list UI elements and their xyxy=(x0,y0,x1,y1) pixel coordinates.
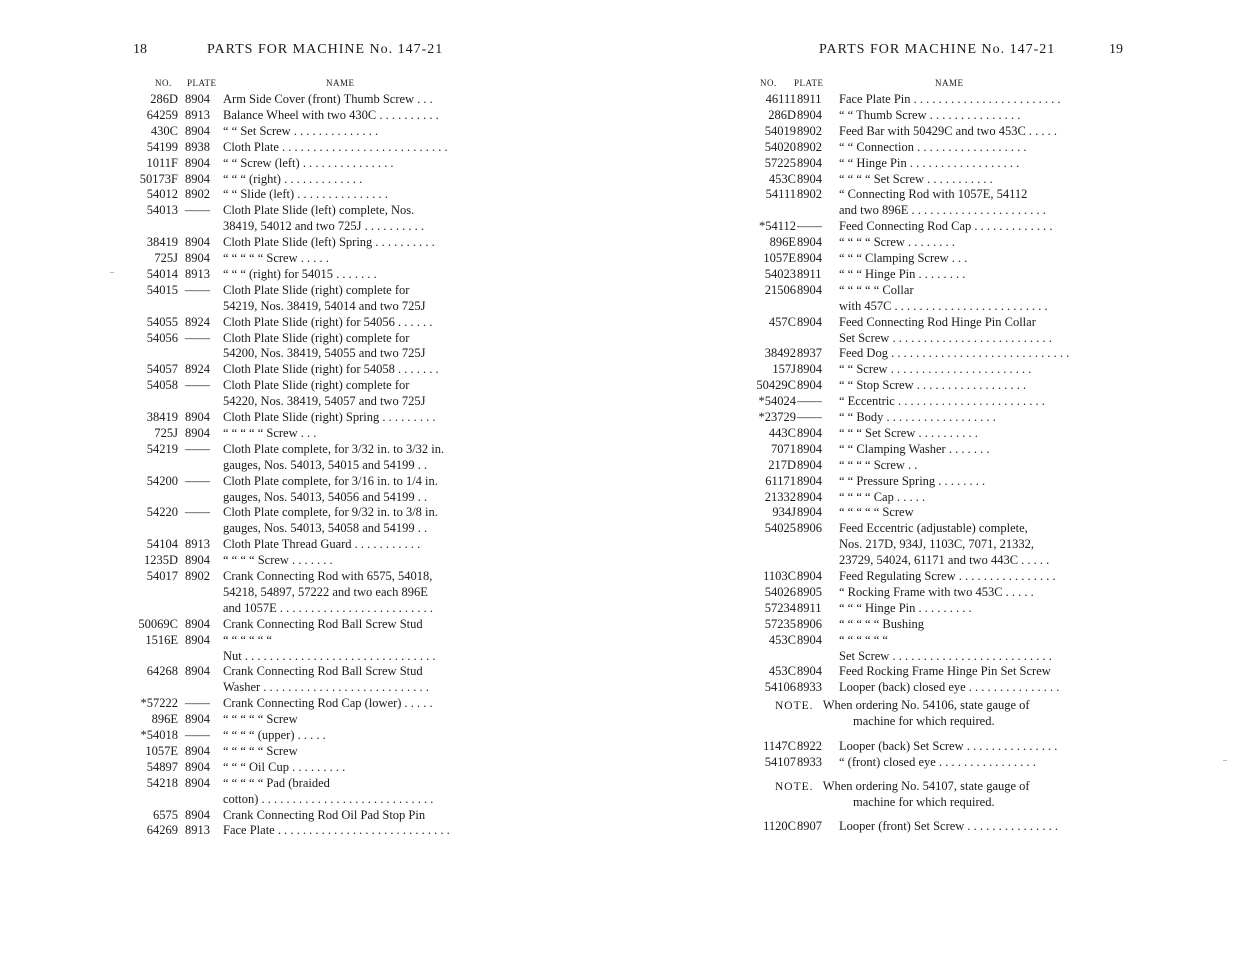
part-name: “ “ “ “ “ “ xyxy=(223,632,272,647)
note-54106 xyxy=(775,697,1030,714)
part-number: 54056 xyxy=(146,330,178,345)
plate-number: —— xyxy=(185,378,210,393)
part-name: “ “ “ “ “ Pad (braided xyxy=(223,775,330,790)
part-name: “ “ “ Oil Cup . . . . . . . . . xyxy=(223,759,346,774)
part-name: with 457C . . . . . . . . . . . . . . . . . . . . . . . . . xyxy=(839,298,1048,313)
part-number: 453C xyxy=(768,171,796,186)
plate-number: 8902 xyxy=(185,187,210,202)
part-number: 1011F xyxy=(146,155,178,170)
part-name: Feed Connecting Rod Hinge Pin Collar xyxy=(839,314,1036,329)
plate-number: 8904 xyxy=(185,775,210,790)
part-name: “ “ “ Set Screw . . . . . . . . . . xyxy=(839,425,978,440)
part-name: “ “ “ “ Screw . . xyxy=(839,457,918,472)
page-title: PARTS FOR MACHINE No. 147-21 xyxy=(207,42,444,57)
part-number: 430C xyxy=(150,123,178,138)
part-name: Cloth Plate Thread Guard . . . . . . . . . . . xyxy=(223,537,421,552)
part-name: “ “ “ “ “ Bushing xyxy=(839,616,925,631)
part-name: Crank Connecting Rod Ball Screw Stud xyxy=(223,664,423,679)
part-number: *23729 xyxy=(758,410,796,424)
plate-number: 8904 xyxy=(797,457,822,472)
part-number: 1057E xyxy=(145,743,178,758)
part-number: 54020 xyxy=(764,139,796,154)
part-name: Set Screw . . . . . . . . . . . . . . . . . . . . . . . . . . xyxy=(839,330,1052,345)
plate-number: 8904 xyxy=(185,664,210,679)
part-number: 54104 xyxy=(146,537,178,552)
plate-number: 8904 xyxy=(797,251,822,265)
part-name: “ Connecting Rod with 1057E, 54112 xyxy=(839,187,1028,202)
plate-number: 8904 xyxy=(185,425,210,440)
part-number: 1057E xyxy=(763,251,796,265)
part-number: 934J xyxy=(772,505,796,520)
part-number: 54015 xyxy=(146,282,178,297)
part-number: 54218 xyxy=(146,775,178,790)
part-number: 1120C xyxy=(763,819,796,833)
part-number: 54058 xyxy=(146,378,178,393)
part-name: Nut . . . . . . . . . . . . . . . . . . . . . . . . . . . . . . . xyxy=(223,648,436,663)
part-name: 23729, 54024, 61171 and two 443C . . . . . xyxy=(839,553,1050,568)
part-name: “ “ Slide (left) . . . . . . . . . . . . . . . xyxy=(223,187,388,202)
part-number: 457C xyxy=(768,314,796,329)
part-name: Cloth Plate Slide (left) complete, Nos. xyxy=(223,203,415,218)
plate-number: 8906 xyxy=(797,616,822,631)
plate-number: 8904 xyxy=(797,107,822,122)
part-name: gauges, Nos. 54013, 54058 and 54199 . . xyxy=(223,521,428,536)
note-text: When ordering No. 54107, state gauge of xyxy=(822,779,1030,793)
part-number: 54106 xyxy=(764,680,796,695)
plate-number: 8904 xyxy=(185,632,210,647)
part-number: 38419 xyxy=(146,235,178,250)
part-number: 57234 xyxy=(764,600,796,615)
part-number: 453C xyxy=(768,664,796,679)
plate-number: —— xyxy=(185,505,210,520)
part-number: 54199 xyxy=(146,139,178,154)
part-name: “ (front) closed eye . . . . . . . . . . . . . . . . xyxy=(839,755,1036,769)
part-name: Arm Side Cover (front) Thumb Screw . . . xyxy=(223,92,433,106)
part-name: Feed Eccentric (adjustable) complete, xyxy=(839,521,1028,536)
part-number: 7071 xyxy=(771,441,796,456)
plate-number: 8907 xyxy=(797,819,822,833)
part-name: and 1057E . . . . . . . . . . . . . . . . . . . . . . . . . xyxy=(223,600,434,615)
plate-number: 8938 xyxy=(185,139,210,154)
plate-number: 8904 xyxy=(797,155,822,170)
part-number: 725J xyxy=(154,425,178,440)
plate-number: —— xyxy=(185,203,210,218)
note-label: NOTE. xyxy=(775,781,814,793)
column-header-plate: PLATE xyxy=(794,78,824,88)
plate-number: —— xyxy=(185,441,210,456)
note-54107 xyxy=(775,778,1030,795)
part-name: 38419, 54012 and two 725J . . . . . . . . . . xyxy=(223,219,425,234)
plate-number: 8904 xyxy=(797,235,822,250)
part-name: gauges, Nos. 54013, 54015 and 54199 . . xyxy=(223,457,428,472)
part-name: “ “ Screw . . . . . . . . . . . . . . . . . . . . . . . xyxy=(839,362,1032,377)
part-number: 1103C xyxy=(763,569,796,583)
plate-number: —— xyxy=(185,728,210,742)
part-number: 286D xyxy=(768,107,796,122)
note-label: NOTE. xyxy=(775,700,814,712)
part-number: 38419 xyxy=(146,410,178,424)
part-number: 54023 xyxy=(764,266,796,281)
plate-number: 8911 xyxy=(797,600,822,615)
page-title: PARTS FOR MACHINE No. 147-21 xyxy=(819,42,1056,57)
plate-number: —— xyxy=(185,282,210,297)
part-name: “ “ “ “ “ Screw xyxy=(223,743,298,758)
part-number: 61171 xyxy=(765,473,796,488)
part-number: 896E xyxy=(769,235,796,250)
part-name: Cloth Plate Slide (right) for 54058 . . . . . . . xyxy=(223,362,439,377)
part-name: “ “ Thumb Screw . . . . . . . . . . . . . . . xyxy=(839,107,1021,122)
plate-number: 8904 xyxy=(185,235,210,250)
column-header-name: NAME xyxy=(935,78,964,88)
plate-number: 8904 xyxy=(797,314,822,329)
plate-number: 8937 xyxy=(797,346,822,361)
plate-number: 8913 xyxy=(185,266,210,281)
part-name: 54218, 54897, 57222 and two each 896E xyxy=(223,584,428,599)
part-number: 1235D xyxy=(143,553,178,568)
part-number: 54014 xyxy=(146,266,178,281)
plate-number: 8904 xyxy=(185,743,210,758)
part-name: gauges, Nos. 54013, 54056 and 54199 . . xyxy=(223,489,428,504)
part-number: 54026 xyxy=(764,584,796,599)
note-54106-continued: machine for which required. xyxy=(853,714,995,728)
plate-number: 8904 xyxy=(797,378,822,393)
part-name: “ “ “ “ “ Screw . . . xyxy=(223,425,317,440)
part-number: 54111 xyxy=(765,187,796,202)
part-number: 54107 xyxy=(764,755,796,769)
plate-number: 8904 xyxy=(185,155,210,170)
part-number: 64259 xyxy=(146,107,178,122)
plate-number: 8924 xyxy=(185,362,210,377)
part-number: 1516E xyxy=(145,632,178,647)
part-name: Washer . . . . . . . . . . . . . . . . . . . . . . . . . . . xyxy=(223,680,429,695)
page-left xyxy=(0,0,600,954)
part-name: “ “ “ “ Screw . . . . . . . . xyxy=(839,235,955,250)
plate-number: 8904 xyxy=(797,505,822,520)
plate-number: —— xyxy=(797,219,822,234)
part-number: 54220 xyxy=(146,505,178,520)
part-name: “ “ “ Hinge Pin . . . . . . . . . xyxy=(839,600,972,615)
part-name: “ “ “ “ Cap . . . . . xyxy=(839,489,926,504)
part-name: “ “ Hinge Pin . . . . . . . . . . . . . . . . . . xyxy=(839,155,1020,170)
part-name: Feed Connecting Rod Cap . . . . . . . . . . . . . xyxy=(839,219,1053,234)
part-number: 21332 xyxy=(764,489,796,504)
plate-number: 8904 xyxy=(797,171,822,186)
plate-number: 8913 xyxy=(185,823,210,838)
part-number: 46111 xyxy=(765,92,796,106)
part-name: Balance Wheel with two 430C . . . . . . . . . . xyxy=(223,107,439,122)
part-name: Cloth Plate complete, for 3/16 in. to 1/4 in. xyxy=(223,473,438,488)
part-number: 54017 xyxy=(146,569,178,583)
part-name: Cloth Plate Slide (right) complete for xyxy=(223,330,410,345)
part-name: “ “ Clamping Washer . . . . . . . xyxy=(839,441,990,456)
plate-number: 8902 xyxy=(797,139,822,154)
part-name: Feed Dog . . . . . . . . . . . . . . . . . . . . . . . . . . . . . xyxy=(839,346,1070,361)
part-number: *54024 xyxy=(758,394,796,409)
part-name: “ “ “ “ “ Screw xyxy=(839,505,914,520)
part-name: “ “ “ “ “ Screw . . . . . xyxy=(223,251,329,265)
plate-number: 8904 xyxy=(797,362,822,377)
plate-number: 8906 xyxy=(797,521,822,536)
plate-number: 8904 xyxy=(185,712,210,727)
plate-number: 8904 xyxy=(185,553,210,568)
part-number: 50173F xyxy=(139,171,178,186)
part-number: 54219 xyxy=(146,441,178,456)
plate-number: 8904 xyxy=(797,632,822,647)
part-name: “ “ “ “ “ “ xyxy=(839,632,888,647)
part-name: “ “ “ “ “ Screw xyxy=(223,712,298,727)
part-name: “ “ “ Clamping Screw . . . xyxy=(839,251,968,265)
plate-number: 8904 xyxy=(185,251,210,265)
plate-number: 8904 xyxy=(797,569,822,583)
plate-number: 8913 xyxy=(185,107,210,122)
plate-number: 8933 xyxy=(797,680,822,695)
part-name: Cloth Plate Slide (right) for 54056 . . . . . . xyxy=(223,314,433,329)
part-name: Set Screw . . . . . . . . . . . . . . . . . . . . . . . . . . xyxy=(839,648,1052,663)
part-name: Cloth Plate Slide (right) Spring . . . . . . . . . xyxy=(223,410,436,424)
plate-number: 8924 xyxy=(185,314,210,329)
part-name: Cloth Plate complete, for 9/32 in. to 3/8 in. xyxy=(223,505,438,520)
part-name: “ “ “ “ Screw . . . . . . . xyxy=(223,553,333,568)
plate-number: —— xyxy=(185,473,210,488)
part-name: “ “ Pressure Spring . . . . . . . . xyxy=(839,473,986,488)
plate-number: 8911 xyxy=(797,92,822,106)
part-name: Feed Regulating Screw . . . . . . . . . . . . . . . . xyxy=(839,569,1056,583)
plate-number: 8904 xyxy=(797,441,822,456)
part-name: “ “ Set Screw . . . . . . . . . . . . . . xyxy=(223,123,379,138)
plate-number: 8904 xyxy=(185,171,210,186)
part-name: “ “ Screw (left) . . . . . . . . . . . . . . . xyxy=(223,155,394,170)
part-number: 50069C xyxy=(138,616,178,631)
part-name: “ “ “ “ “ Collar xyxy=(839,282,914,297)
part-number: 725J xyxy=(154,251,178,265)
part-name: 54200, Nos. 38419, 54055 and two 725J xyxy=(223,346,426,361)
plate-number: 8933 xyxy=(797,755,822,769)
column-header-no: NO. xyxy=(155,78,172,88)
column-header-no: NO. xyxy=(760,78,777,88)
part-number: 443C xyxy=(768,425,796,440)
plate-number: 8904 xyxy=(185,759,210,774)
plate-number: 8902 xyxy=(797,123,822,138)
part-name: Face Plate Pin . . . . . . . . . . . . . . . . . . . . . . . . xyxy=(839,92,1061,106)
part-name: Feed Bar with 50429C and two 453C . . . . . xyxy=(839,123,1058,138)
note-text: When ordering No. 54106, state gauge of xyxy=(822,698,1030,712)
page-right xyxy=(618,0,1218,954)
part-name: “ “ “ “ Set Screw . . . . . . . . . . . xyxy=(839,171,993,186)
note-54107-continued: machine for which required. xyxy=(853,795,995,809)
part-name: Face Plate . . . . . . . . . . . . . . . . . . . . . . . . . . . . xyxy=(223,823,450,838)
plate-number: 8904 xyxy=(185,807,210,822)
plate-number: 8911 xyxy=(797,266,822,281)
margin-mark xyxy=(1223,760,1227,761)
margin-mark xyxy=(110,272,114,273)
part-number: 54013 xyxy=(146,203,178,218)
plate-number: 8905 xyxy=(797,584,822,599)
part-name: “ “ “ (right) for 54015 . . . . . . . xyxy=(223,266,377,281)
plate-number: 8902 xyxy=(797,187,822,202)
part-name: 54219, Nos. 38419, 54014 and two 725J xyxy=(223,298,426,313)
part-number: 1147C xyxy=(763,739,796,753)
part-number: 57235 xyxy=(764,616,796,631)
column-header-name: NAME xyxy=(326,78,355,88)
part-name: Crank Connecting Rod Oil Pad Stop Pin xyxy=(223,807,426,822)
plate-number: —— xyxy=(797,410,822,424)
part-name: “ “ “ (right) . . . . . . . . . . . . . xyxy=(223,171,363,186)
part-name: Looper (front) Set Screw . . . . . . . . . . . . . . . xyxy=(839,819,1059,833)
part-number: 54019 xyxy=(764,123,796,138)
part-number: 21506 xyxy=(764,282,796,297)
part-name: “ “ “ “ (upper) . . . . . xyxy=(223,728,326,742)
part-number: 54200 xyxy=(146,473,178,488)
part-name: Looper (back) closed eye . . . . . . . . . . . . . . . xyxy=(839,680,1060,695)
part-name: “ “ “ Hinge Pin . . . . . . . . xyxy=(839,266,966,281)
part-name: Crank Connecting Rod Ball Screw Stud xyxy=(223,616,423,631)
plate-number: 8904 xyxy=(797,473,822,488)
part-number: 64269 xyxy=(146,823,178,838)
part-name: “ “ Body . . . . . . . . . . . . . . . . . . xyxy=(839,410,996,424)
plate-number: 8904 xyxy=(797,489,822,504)
part-name: Cloth Plate Slide (right) complete for xyxy=(223,282,410,297)
part-name: Cloth Plate Slide (right) complete for xyxy=(223,378,410,393)
part-number: *54112 xyxy=(758,219,796,234)
plate-number: 8904 xyxy=(797,664,822,679)
part-number: 54025 xyxy=(764,521,796,536)
part-number: 157J xyxy=(772,362,796,377)
part-name: Cloth Plate complete, for 3/32 in. to 3/32 in. xyxy=(223,441,445,456)
part-number: 54897 xyxy=(146,759,178,774)
part-name: “ Rocking Frame with two 453C . . . . . xyxy=(839,584,1034,599)
part-name: “ “ Stop Screw . . . . . . . . . . . . . . . . . . xyxy=(839,378,1027,393)
part-name: Feed Rocking Frame Hinge Pin Set Screw xyxy=(839,664,1051,679)
plate-number: 8904 xyxy=(185,92,210,106)
part-name: and two 896E . . . . . . . . . . . . . . . . . . . . . . xyxy=(839,203,1046,218)
part-number: 54055 xyxy=(146,314,178,329)
part-number: *54018 xyxy=(140,728,178,742)
plate-number: 8904 xyxy=(797,425,822,440)
column-header-plate: PLATE xyxy=(187,78,217,88)
part-number: 54012 xyxy=(146,187,178,202)
page-number: 19 xyxy=(1109,42,1123,57)
plate-number: —— xyxy=(185,330,210,345)
plate-number: 8904 xyxy=(185,616,210,631)
plate-number: 8904 xyxy=(185,123,210,138)
part-name: Crank Connecting Rod with 6575, 54018, xyxy=(223,569,433,583)
part-number: 6575 xyxy=(153,807,178,822)
part-name: Cloth Plate Slide (left) Spring . . . . . . . . . . xyxy=(223,235,435,250)
plate-number: 8904 xyxy=(797,282,822,297)
part-name: cotton) . . . . . . . . . . . . . . . . . . . . . . . . . . . . xyxy=(223,791,434,806)
part-name: Crank Connecting Rod Cap (lower) . . . . . xyxy=(223,696,433,711)
part-number: 57225 xyxy=(764,155,796,170)
part-number: *57222 xyxy=(140,696,178,711)
plate-number: 8922 xyxy=(797,739,822,753)
plate-number: 8913 xyxy=(185,537,210,552)
plate-number: —— xyxy=(185,696,210,711)
plate-number: 8904 xyxy=(185,410,210,424)
page-number: 18 xyxy=(133,42,147,57)
part-number: 50429C xyxy=(756,378,796,393)
part-number: 54057 xyxy=(146,362,178,377)
part-name: 54220, Nos. 38419, 54057 and two 725J xyxy=(223,394,426,409)
part-number: 286D xyxy=(150,92,178,106)
plate-number: —— xyxy=(797,394,822,409)
part-name: Looper (back) Set Screw . . . . . . . . . . . . . . . xyxy=(839,739,1058,753)
part-name: Nos. 217D, 934J, 1103C, 7071, 21332, xyxy=(839,537,1035,552)
plate-number: 8902 xyxy=(185,569,210,583)
part-number: 64268 xyxy=(146,664,178,679)
part-name: “ Eccentric . . . . . . . . . . . . . . . . . . . . . . . . xyxy=(839,394,1045,409)
part-name: “ “ Connection . . . . . . . . . . . . . . . . . . xyxy=(839,139,1027,154)
part-number: 217D xyxy=(768,457,796,472)
part-number: 38492 xyxy=(764,346,796,361)
part-number: 453C xyxy=(768,632,796,647)
part-name: Cloth Plate . . . . . . . . . . . . . . . . . . . . . . . . . . . xyxy=(223,139,448,154)
part-number: 896E xyxy=(151,712,178,727)
